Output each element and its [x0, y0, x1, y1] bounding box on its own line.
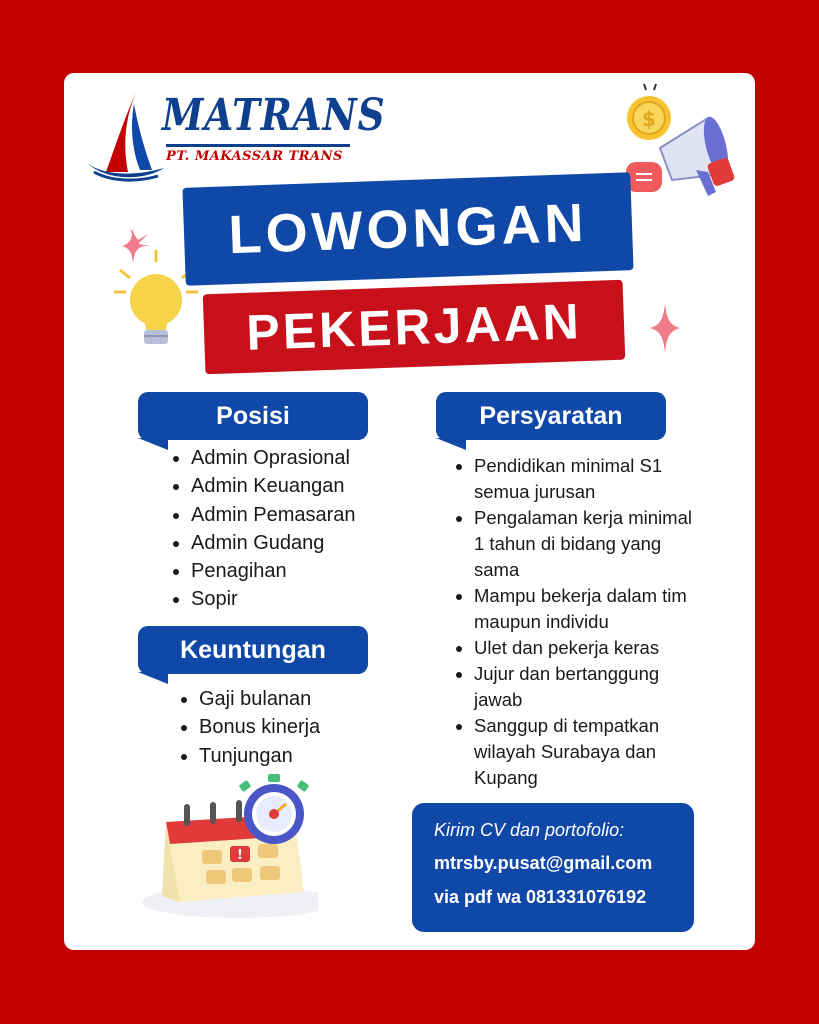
keuntungan-heading: Keuntungan	[138, 626, 368, 674]
contact-email[interactable]: mtrsby.pusat@gmail.com	[434, 853, 653, 873]
sailboat-logo-icon	[86, 84, 166, 184]
posisi-heading-tail	[138, 438, 168, 450]
list-item: Ulet dan pekerja keras	[474, 635, 699, 661]
persyaratan-heading-tail	[436, 438, 466, 450]
title-line1: LOWONGAN	[227, 192, 589, 266]
sparkle-icon	[122, 228, 144, 264]
list-item: Admin Oprasional	[191, 444, 356, 472]
list-item: Gaji bulanan	[199, 685, 320, 713]
keuntungan-list	[199, 685, 320, 770]
list-item: Admin Pemasaran	[191, 501, 356, 529]
list-item: Pengalaman kerja minimal 1 tahun di bidang yang sama	[474, 505, 699, 583]
logo-subtitle: PT. MAKASSAR TRANS	[166, 149, 343, 164]
list-item: Penagihan	[191, 557, 356, 585]
svg-text:!: !	[237, 848, 243, 863]
keuntungan-heading-tail	[138, 672, 168, 684]
list-item: Admin Keuangan	[191, 472, 356, 500]
list-item: Mampu bekerja dalam tim maupun individu	[474, 583, 699, 635]
contact-whatsapp[interactable]: via pdf wa 081331076192	[434, 887, 647, 907]
stopwatch-icon	[236, 772, 312, 848]
megaphone-icon	[624, 108, 744, 204]
svg-text:$: $	[642, 107, 656, 131]
contact-label: Kirim CV dan portofolio:	[434, 820, 625, 840]
contact-box	[412, 803, 694, 932]
logo-divider	[166, 144, 350, 147]
list-item: Jujur dan bertanggung jawab	[474, 661, 699, 713]
list-item: Pendidikan minimal S1 semua jurusan	[474, 453, 699, 505]
list-item: Sopir	[191, 585, 356, 613]
list-item: Sanggup di tempatkan wilayah Surabaya dan Kupang	[474, 713, 699, 791]
posisi-list	[191, 444, 356, 614]
posisi-heading: Posisi	[138, 392, 368, 440]
logo-name: MATRANS	[162, 90, 386, 141]
list-item: Tunjungan	[199, 742, 320, 770]
list-item: Admin Gudang	[191, 529, 356, 557]
persyaratan-heading: Persyaratan	[436, 392, 666, 440]
title-banner-lowongan	[182, 172, 633, 286]
title-line2: PEKERJAAN	[245, 293, 583, 361]
list-item: Bonus kinerja	[199, 713, 320, 741]
title-banner-pekerjaan	[203, 280, 626, 375]
persyaratan-list	[474, 453, 699, 791]
sparkle-icon	[650, 304, 680, 352]
